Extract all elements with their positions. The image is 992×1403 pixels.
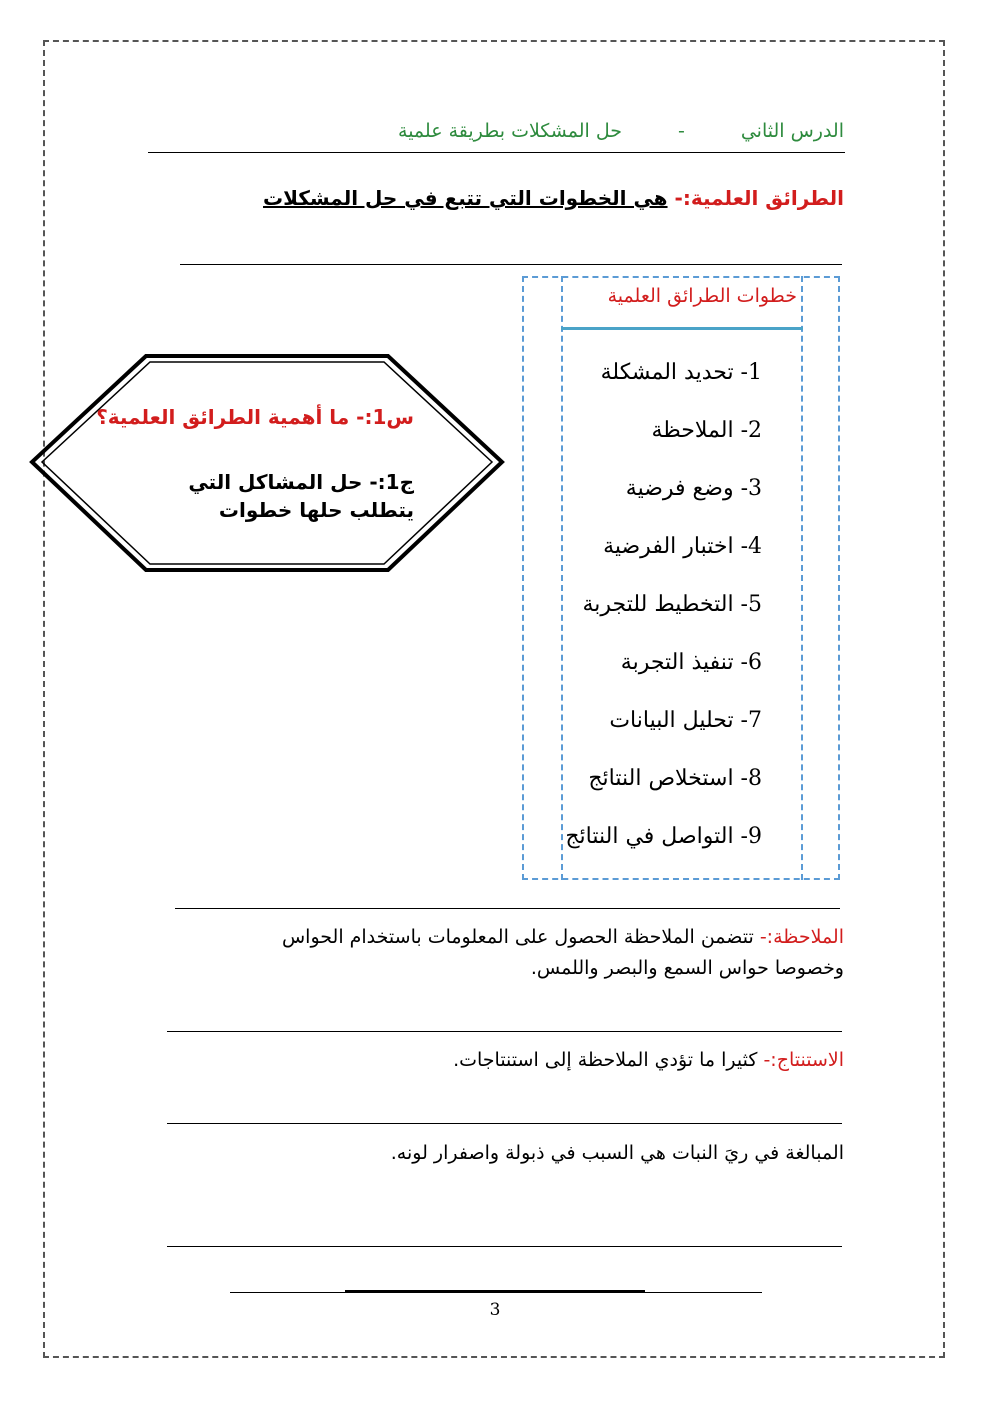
qa-answer: ج1:- حل المشاكل التي يتطلب حلها خطوات: [188, 470, 414, 522]
footer-rule-bold: [345, 1290, 645, 1292]
step-item-2: 2- الملاحظة: [651, 418, 762, 443]
observation-paragraph: [224, 922, 844, 984]
section-rule-3: [167, 1123, 842, 1124]
step-item-3: 3- وضع فرضية: [625, 476, 762, 501]
definition-text: هي الخطوات التي تتبع في حل المشكلات: [263, 186, 668, 210]
observation-term: الملاحظة:-: [759, 926, 844, 948]
lesson-label: الدرس الثاني: [740, 120, 844, 142]
section-rule-4: [167, 1246, 842, 1247]
step-item-1: 1- تحديد المشكلة: [600, 360, 762, 385]
step-item-8: 8- استخلاص النتائج: [588, 766, 762, 791]
definition-rule: [180, 264, 842, 265]
observation-text: تتضمن الملاحظة الحصول على المعلومات باستخدام الحواس وخصوصا حواس السمع والبصر واللمس.: [281, 926, 844, 979]
steps-title: خطوات الطرائق العلمية: [607, 285, 797, 307]
example-paragraph: المبالغة في ريَ النبات هي السبب في ذبولة واصفرار لونه.: [390, 1142, 844, 1164]
step-item-6: 6- تنفيذ التجربة: [620, 650, 762, 675]
lesson-header: [398, 120, 844, 142]
conclusion-text: كثيرا ما تؤدي الملاحظة إلى استنتاجات.: [453, 1049, 764, 1071]
header-rule: [148, 152, 845, 153]
page-number: 3: [489, 1300, 501, 1320]
step-item-4: 4- اختبار الفرضية: [603, 534, 762, 559]
definition-term: الطرائق العلمية: [690, 186, 844, 210]
header-separator: -: [677, 120, 685, 142]
qa-question: س1:- ما أهمية الطرائق العلمية؟: [96, 405, 414, 429]
definition-line: [263, 186, 844, 210]
step-item-7: 7- تحليل البيانات: [609, 708, 762, 733]
step-item-5: 5- التخطيط للتجربة: [582, 592, 762, 617]
lesson-topic: حل المشكلات بطريقة علمية: [398, 120, 622, 142]
footer-rule: [230, 1292, 762, 1293]
qa-hexagon: [28, 352, 506, 576]
conclusion-term: الاستنتاج:-: [763, 1049, 844, 1071]
conclusion-paragraph: [224, 1045, 844, 1076]
section-rule-2: [167, 1031, 842, 1032]
step-item-9: 9- التواصل في النتائج: [565, 824, 762, 849]
steps-title-underline: [561, 327, 803, 330]
section-rule-1: [175, 908, 840, 909]
definition-marker: :-: [674, 186, 691, 210]
